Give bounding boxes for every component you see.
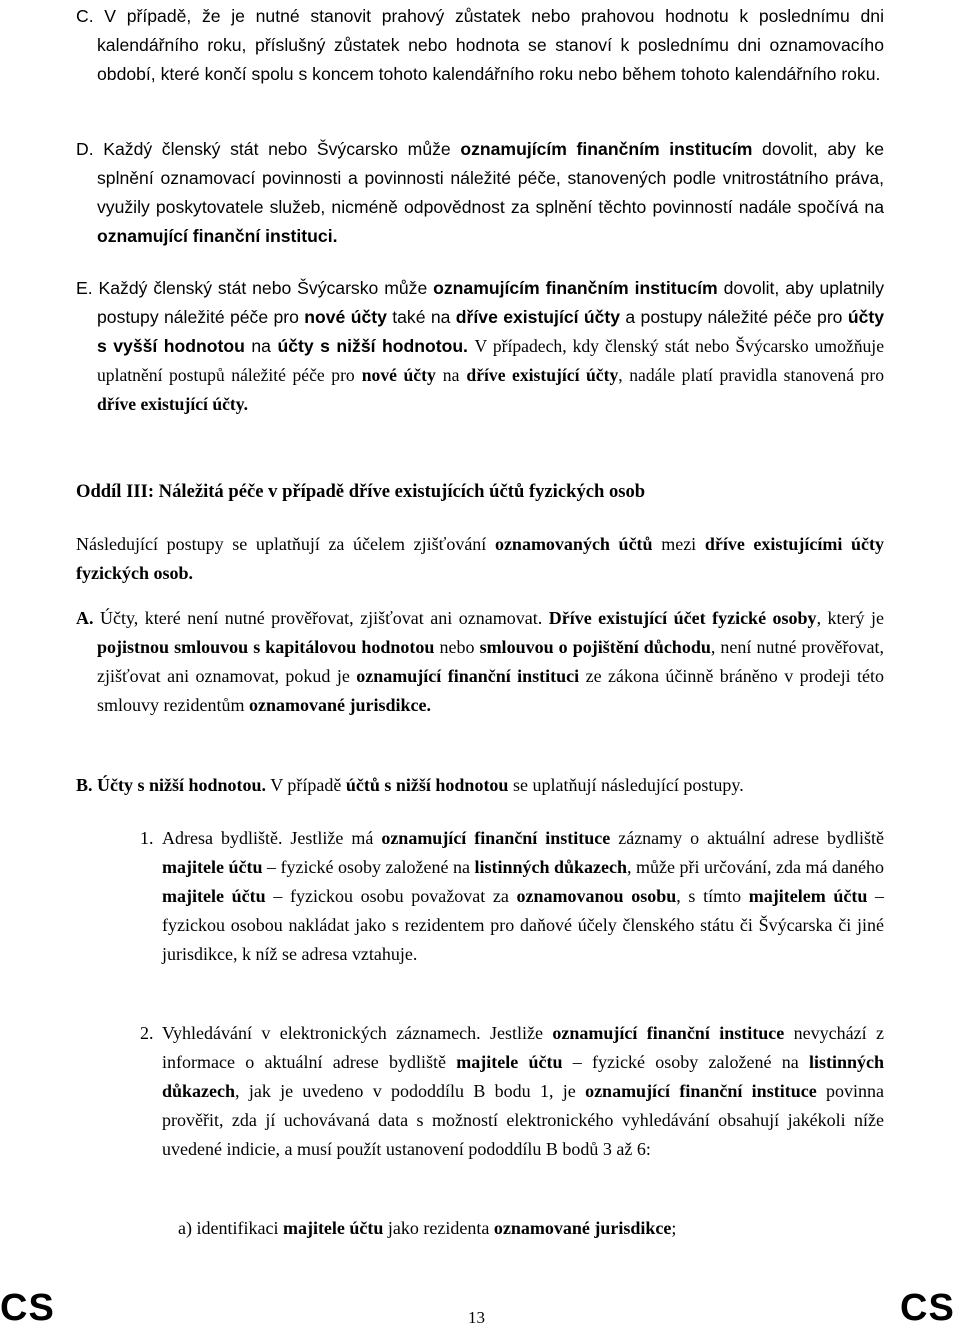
paragraph-e-letter: E. <box>76 278 93 298</box>
list-item-1: 1. Adresa bydliště. Jestliže má oznamující finanční instituce záznamy o aktuální adrese bydliště majitele účtu – fyzické osoby založené na listinných důkazech, může při určování, zda má daného majitele účtu – fyzickou osobu považovat za oznamovanou osobu, s tímto majitelem účtu – fyzickou osobou nakládat jako s rezidentem pro daňové účely členského státu či Švýcarska či jiné jurisdikce, k níž se adresa vztahuje. <box>140 828 885 964</box>
paragraph-b-letter: B. <box>76 775 93 795</box>
paragraph-d: D. Každý členský stát nebo Švýcarsko může oznamujícím finančním institucím dovolit, aby ke splnění oznamovací povinnosti a povinnosti náležité péče, stanovených podle vnitrostátního práva, využily poskytovatele služeb, nicméně odpovědnost za splnění těchto povinností nadále spočívá na oznamující finanční instituci. <box>76 139 885 246</box>
paragraph-c <box>76 2 884 89</box>
page-number: 13 <box>468 1308 485 1327</box>
section-heading: Oddíl III: Náležitá péče v případě dříve existujících účtů fyzických osob <box>76 481 646 502</box>
paragraph-c-text: V případě, že je nutné stanovit prahový zůstatek nebo prahovou hodnotu k poslednímu dni kalendářního roku, příslušný zůstatek nebo hodnota se stanoví k poslednímu dni oznamovacího období, které končí spolu s koncem tohoto kalendářního roku nebo během tohoto kalendářního roku. <box>97 6 884 84</box>
section-intro: Následující postupy se uplatňují za účelem zjišťování oznamovaných účtů mezi dříve existujícími účty fyzických osob. <box>76 534 885 583</box>
footer-language-left: CS <box>0 1287 55 1329</box>
paragraph-a-letter: A. <box>76 608 94 628</box>
list-item-2: 2. Vyhledávání v elektronických záznamech. Jestliže oznamující finanční instituce nevychází z informace o aktuální adrese bydliště majitele účtu – fyzické osoby založené na listinných důkazech, jak je uvedeno v pododdílu B bodu 1, je oznamující finanční instituce povinna prověřit, zda jí uchovávaná data s možností elektronického vyhledávání obsahují jakékoli níže uvedené indicie, a musí použít ustanovení pododdílu B bodů 3 až 6: <box>140 1023 885 1159</box>
paragraph-d-letter: D. <box>76 139 94 159</box>
list-subitem-a: a) identifikaci majitele účtu jako rezidenta oznamované jurisdikce; <box>178 1218 677 1238</box>
paragraph-e: E. Každý členský stát nebo Švýcarsko může oznamujícím finančním institucím dovolit, aby uplatnily postupy náležité péče pro nové účty také na dříve existující účty a postupy náležité péče pro účty s vyšší hodnotou na účty s nižší hodnotou. V případech, kdy členský stát nebo Švýcarsko umožňuje uplatnění postupů náležité péče pro nové účty na dříve existující účty, nadále platí pravidla stanovená pro dříve existující účty. <box>76 278 885 414</box>
paragraph-a: A. Účty, které není nutné prověřovat, zjišťovat ani oznamovat. Dříve existující účet fyzické osoby, který je pojistnou smlouvou s kapitálovou hodnotou nebo smlouvou o pojištění důchodu, není nutné prověřovat, zjišťovat ani oznamovat, pokud je oznamující finanční instituci ze zákona účinně bráněno v prodeji této smlouvy rezidentům oznamované jurisdikce. <box>76 608 885 715</box>
paragraph-b: B. Účty s nižší hodnotou. V případě účtů s nižší hodnotou se uplatňují následující postupy. <box>76 775 744 795</box>
paragraph-c-letter: C. <box>76 6 94 26</box>
footer-language-right: CS <box>900 1287 955 1329</box>
